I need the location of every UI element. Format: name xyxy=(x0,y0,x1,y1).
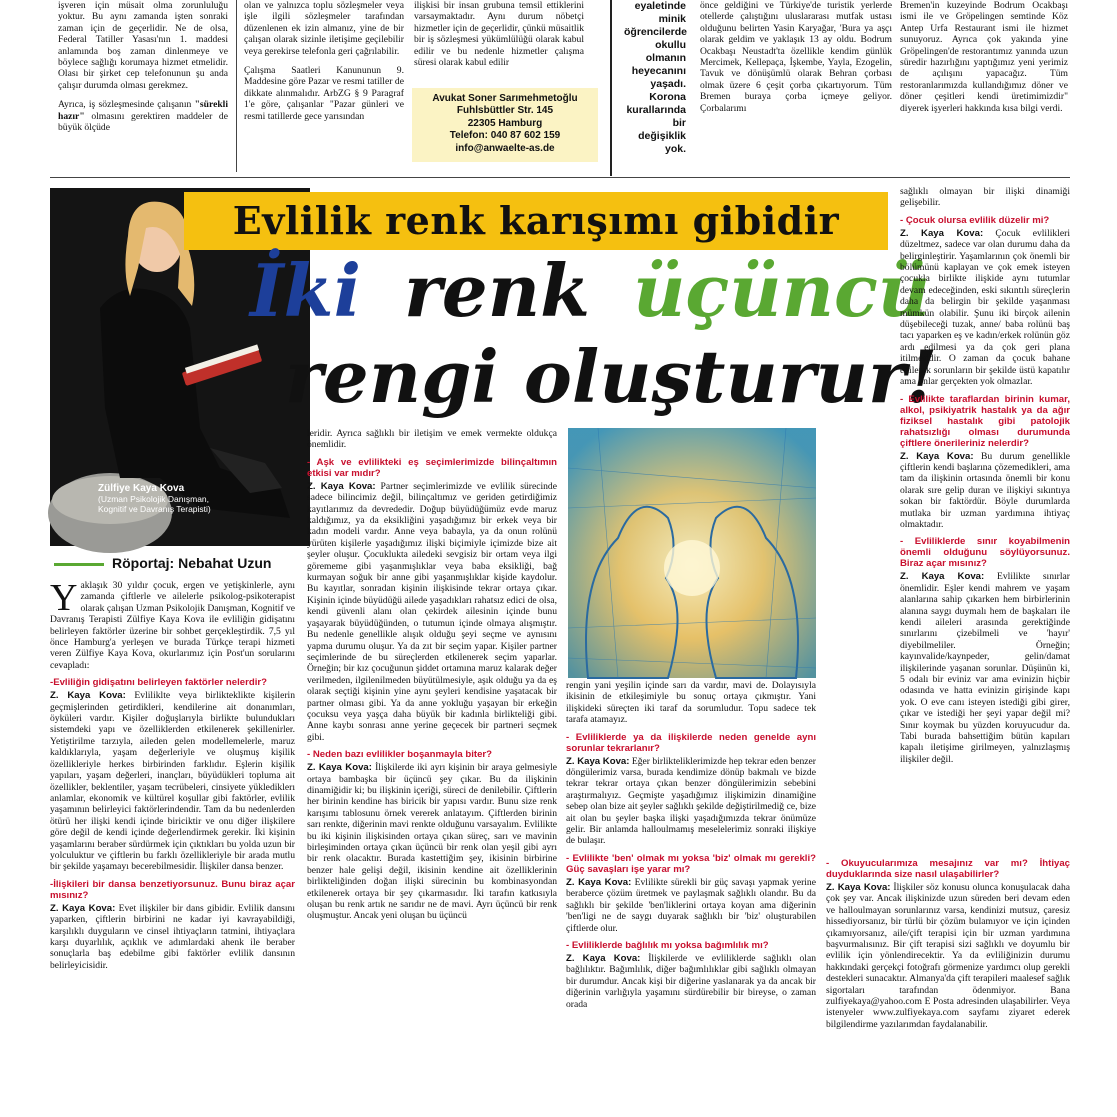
headline: Evlilik renk karışımı gibidir xyxy=(232,198,840,243)
question-9: - Evlilikte taraflardan birinin kumar, alkol, psikiyatrik hastalık ya da ağır fiziksel hastalık gibi patolojik rahatsızlığı olması durumunda çiftlere önerileriniz nelerdir? xyxy=(900,393,1070,449)
photo-caption-name: Zülfiye Kaya Kova xyxy=(98,483,185,494)
article-col-2: leridir. Ayrıca sağlıklı bir iletişim ve emek vermekte oldukça önemlidir. - Aşk ve evlilikteki eş seçimlerimizde bilinçaltımın etkisi var mıdır? Z. Kaya Kova: Partner seçimlerimizde ve evlilik sürecinde sadece bilincimiz değil, bilinçaltımız ve geriden getirdiğimiz kayıtlarımız da devrededir. Doğup büyüdüğümüz evde maruz kaldığımız, ya da eksikliğini yaşadığımız bir erkek veya bir kadın modeli vardır. Anne veya babayla, ya da onun rolünü yürüten kişilerle yaşadığımız ilişki biçimiyle içimizde bize ait şeyler oluşur. Çocuklukta ailedeki sevgisiz bir ortam veya ilgi görememe gibi yaşanmışlıklar veya baba eksikliği, bağ kurmayan soğuk bir anne gibi yaşanmışlıklar kişide kaydolur. Bu kayıtlar, sonradan kişinin ilişkisinde tekrar ortaya çıkar. Kişinin içinde büyüdüğü ailede yaşadıkları rahatsız edici de olsa, kendi güvenli alanı olan çekirdek ailesinin içinde bunu yaşayarak büyüdüğünden, o tutumun içinde olmaya alışmıştır. Bu nedenle genellikle alışık olduğu şeyi seçme ve aynısını yapma durumu oluşur. Ya da zıt bir seçim yapar. Kişiler partner seçimlerinde de bu süreçlerden etkilenerek seçim yaparlar. Örneğin; bir kız çocuğunun şiddet ortamına maruz kalarak değer verilmeden, ilgilenilmeden büyütülmesiyle, aşık olduğu ya da eş olarak seçtiği kişinin yine aynı şeyleri kendisine yaşatacak bir partner olması gibi. Ya da anne yokluğu yaşayan bir erkeğin çocuksu veya yaşça daha büyük bir kadınla birlikteliği gibi. Anne kaybı sonrası anne yerine geçecek bir partneri seçmek gibi. - Neden bazı evlilikler boşanmayla biter? Z. Kaya Kova: İlişkilerde iki ayrı kişinin bir araya gelmesiyle ortaya bambaşka bir üçüncü şey çıkar. Bu da ilişkinin dinamiğidir ki; bu ilişkinin içeriği, süreci de denilebilir. Çiftlerin her birinin kendine has biricik bir yapısı vardır. Bunu size renk karışımı tablosunu örnek vererek anlatayım. Çiftlerden birinin sarı renkte, diğerinin mavi renkte olduğunu varsayalım. Evlilikte bu iki kişinin ilişkisinden ortaya çıkan süreç, sarı ve mavinin birleşiminden ortaya çıkan üçüncü bir renk olan yeşil gibi ayrı bir renk olacaktır. Burada kastettiğim şey, ikisinin birbirine benzer hale gelişi değil, ikisinin kendine ait özelliklerinin birlikteliğinden doğan ilişki sürecinin bu kombinasyondan etkilenerek ortaya bir şey çıkarmasıdır. İki tarafın katkısıyla oluşan bu renk artık ne sarıdır ne de mavi. Ayrı üçüncü bir renk oluşmuştur. Ancak yeni oluşan bu üçüncü xyxy=(307,428,557,922)
illustration-graphic xyxy=(568,428,816,678)
question-1: -Evliliğin gidişatını belirleyen faktörler nelerdir? xyxy=(50,677,267,689)
photo-caption-title-2: Kognitif ve Davranış Terapisti) xyxy=(98,504,211,514)
question-11: - Okuyucularımıza mesajınız var mı? İhtiyaç duyduklarında size nasıl ulaşabilirler? xyxy=(826,858,1070,880)
question-2: -İlişkileri bir dansa benzetiyorsunuz. Bunu biraz açar mısınız? xyxy=(50,878,295,901)
article-col-5: - Okuyucularımıza mesajınız var mı? İhtiyaç duyduklarında size nasıl ulaşabilirler? Z. Kaya Kova: İlişkiler söz konusu olunca konuşulacak daha çok şey var. Ancak ilişkinizde uzun süreden beri devam eden ve halloulmayan sorunlarınız varsa, kendinizi mutsuz, çaresiz hissediyorsanız, bir türlü bir çözüm bulamıyor ve için içinden çıkamıyorsanız, aile/çift terapisi için bir uzman yardımına başvurmalısınız. Bir çift terapisi sizi sağlıklı ve doyumlu bir evlilik için yönlendirecektir. Ya da evliliğinizin durumu hakkındaki gerçekçi fotoğrafı görmenize yardımcı olup gerekli destekleri sunacaktır. Almanya'da çift terapileri maalesef sağlık sigortaları tarafından ödenmiyor. Bana zulfiyekaya@yahoo.com E Posta adresinden ulaşabilirler. Veya istenyeler www.zulfiyekaya.com sayfamı ziyaret ederek bilgilendirme yazılarımdan faydalanabilir. xyxy=(826,858,1070,1030)
article-col-1: Yaklaşık 30 yıldır çocuk, ergen ve yetişkinlerle, aynı zamanda çiftlerle ve ailelerle psikolog-psikoterapist olarak çalışan Uzman Psikolojik Danışman, Kognitif ve Davranış Terapisti Zülfiye Kaya Kova ile evliliğin gidişatını belirleyen faktörler üzerine bir sohbet gerçekleştirdik. 7,5 yıl önce Hamburg'a yerleşen ve burada Türkçe terapi hizmeti veren Zülfiye Kaya Kova, okurlarımız için Post'un sorularını cevapladı: -Evliliğin gidişatını belirleyen faktörler nelerdir? Z. Kaya Kova: Evliliklte veya birlikteklikte kişilerin geçmişlerinden getirdikleri, kendilerine ait donanımları, öyküleri vardır. Kişiler doğuşlarıyla birlikte bulundukları sistemdeki yapı ve özelliklerden etkilenerek şekillenirler. Yetiştirilme tarzıyla, aileden gelen modellemelerle, maruz kaldıklarıyla, yaşam değerleriyle ve oluşmuş kişilik özellikleriyle herkes birbirinden farklıdır. Eşlerin kişilik yapıları, yaşam değerleri, inançları, büyüdükleri topluma ait özellikler, beklentiler, yaşam tecrübeleri, cinsiyete yüklediklerı anlamlar, ekonomik ve kültürel koşullar gibi faktörler, evlilik yaşamının belirleyici faktörlerindendir. Tam da bu nedenlerden ötürü her ilişki kendi içinde biriciktir ve onu diğer ilişkilere göre değil de kendi içinde değerlendirmek gerekir. İki kişinin yaşamlarını beraber sürdürmek için çıktıkları bu yolda uzun bir yolculuktur ve çiftlerin bu farklı özellikleriyle bir arada mutlu bir şekilde yaşamayı becerebilmesidir. İlişkiler dansa benzer. -İlişkileri bir dansa benzetiyorsunuz. Bunu biraz açar mısınız? Z. Kaya Kova: Evet ilişkiler bir dans gibidir. Evlilik dansını yaparken, çiftlerin birbirini ne kadar iyi kavrayabildiği, karşılıklı duyguların ve cinsel ihtiyaçların tatmini, ihtiyaçlara karşı duyarlılık, açıklık ve adımlardaki ahenk ile beraber sonuçlarla baş edebilme gibi faktörler evlilik dansının belirleyicisidir. xyxy=(50,577,295,971)
big-title-word-2: renk xyxy=(404,248,590,333)
article-col-4: sağlıklı olmayan bir ilişki dinamiği gelişebilir. - Çocuk olursa evlilik düzelir mi? Z. Kaya Kova: Çocuk evlilikleri düzeltmez, sadece var olan durumu daha da belirginleştirir. Yaşamlarının çok önemli bir bölümünü kaplayan ve çok emek isteyen çocukla birlikte ilişkide aynı tutumlar devam edeceğinden, eski sıkıntılı süreçlerin daha da belirgin bir şekilde yaşanması mümkün olabilir. Şunu iki birçok ailenin düşebileceği tuzak, anne/ baba rolünü baş tacı yaparken eş ve kadın/erkek rolünün göz ardı edilmesi ya da çok geri plana itilmesidir. O zaman da çocuk bahane edilerek sorunların bir şekilde üstü kapatılır ama onlar gerçekten yok olmazlar. - Evlilikte taraflardan birinin kumar, alkol, psikiyatrik hastalık ya da ağır fiziksel hastalık gibi patolojik rahatsızlığı olması durumunda çiftlere önerileriniz nelerdir? Z. Kaya Kova: Bu durum genellikle çiftlerin kendi başlarına çözemedikleri, ama tam da ilişkinin ortasında önemli bir konu olarak sıre gelip duran ve ilişkiyi sıkıntıya sokan bir faktördür. Böyle durumlarda mutlaka bir uzman yardımına ihtiyaç olmaktadır. - Evliliklerde sınır koyabilmenin önemli olduğunu söylüyorsunuz. Biraz açar mısınız? Z. Kaya Kova: Evlilikte sınırlar önemlidir. Eşler kendi mahrem ve yaşam alanlarına sahip çıkarken hem birbirlerinin alanına saygı duymalı hem de başkaları ile kendi aileleri arasında gerektiğinde sınırlarını çizebilmeli ve 'hayır' diyebilmeliler. Örneğin; kayınvalide/kaynpeder, gelin/damat ilişkilerinde yaşanan sorunlar. Düşünün ki, 5 odalı bir eviniz var ama evinizin hiçbir odasında ve hatta evinizin girişinde kapı yok. O eve canı isteyen istediği gibi girer, çıkar ve istediği her şeyi yapar değil mi? Sınır koymak bu yüzden koruyucudur da. Tabi burada bahsettiğim bütün kapıları kapalı iletişime girilmeyen, yalnızlaşmış ilişkiler değil. xyxy=(900,186,1070,765)
article-col-3: rengin yani yeşilin içinde sarı da vardır, mavi de. Dolayısıyla ikisinin de etkileşimiyle bu sonuç ortaya çıkmıştır. Yani ilişkideki süreçten iki taraf da sorumludur. Topu sadece tek tarafa atamayız. - Evliliklerde ya da ilişkilerde neden genelde aynı sorunlar tekrarlanır? Z. Kaya Kova: Eğer birlikteliklerimizde hep tekrar eden benzer döngülerimiz varsa, burada kendimize dönüp bakmalı ve bizde tekrar tekrar ortaya çıkan benzer döngülerimizin sebebini araştırmalıyız. Geçmişte yaşadığımız ilişkimizin dinamiğine sebep olan bize ait şeyler sağlıklı şekilde değiştirilmediğ ce, bize ait olan bu şeyler başka ilişki yaşadığımızda tekrar önümüze gelir. Bir anlamda halloulmamış meselelerimiz sonraki ilişkiye de bulaşır. - Evlilikte 'ben' olmak mı yoksa 'biz' olmak mı gerekli? Güç savaşları işe yarar mı? Z. Kaya Kova: Evlilikte sürekli bir güç savaşı yapmak yerine beraberce çözüm üretmek ve paylaşmak sağlıklı olandır. Bu da sağlıklı bir şekilde 'ben'liklerini ortaya koyan ama diğerinin 'ben'ligi ne de saygı duyarak sağlıklı bir 'biz' oluşturabilen çiftlerde olur. - Evliliklerde bağlılık mı yoksa bağımlılık mı? Z. Kaya Kova: İlişkilerde ve evliliklerde sağlıklı olan bağlılıktır. Bağımlılık, diğer bağımlılıklar gibi sağlıklı olmayan bir durumdur. Ancak kişi bir diğerine yaslanarak ya da ancak bir diğerinin varlığıyla yaşamını sürdürebilir bir bireyse, o zaman orada xyxy=(566,680,816,1010)
big-title-word-3: üçüncü xyxy=(633,248,931,333)
lawyer-email: info@anwaelte-as.de xyxy=(455,142,555,154)
question-3: - Aşk ve evlilikteki eş seçimlerimizde bilinçaltımın etkisi var mıdır? xyxy=(307,456,557,479)
big-title-word-1: İki xyxy=(250,248,361,333)
drop-cap: Y xyxy=(50,577,78,619)
question-4: - Neden bazı evlilikler boşanmayla biter? xyxy=(307,749,493,761)
question-10: - Evliliklerde sınır koyabilmenin önemli olduğunu söylüyorsunuz. Biraz açar mısınız? xyxy=(900,536,1070,570)
question-7: - Evliliklerde bağlılık mı yoksa bağımlılık mı? xyxy=(566,939,769,951)
couple-illustration xyxy=(568,428,816,678)
big-title-line-2: rengi oluşturur! xyxy=(285,334,938,419)
top-col-3: ilişkisi bir insan grubuna temsil ettiklerini varsaymaktadır. Aynı durum nöbetçi hizmetler için de geçerlidir, çünkü müsaitlik bir iş sözleşmesi yükümlülüğü olarak kabul edilir ve bu nedenle hizmetler çalışma süresi olarak kabul edilir xyxy=(414,0,584,69)
headline-bar xyxy=(184,192,888,250)
lawyer-city: 22305 Hamburg xyxy=(467,117,543,129)
top-col-2: olan ve yalnızca toplu sözleşmeler veya işle ilgili sözleşmeler tarafından düzenlenen ek izin almanız, yine de bir çalışan olarak sizinle iletişime geçilebilir veya gerekirse telefonla geri çağrılabilir. Çalışma Saatleri Kanununun 9. Maddesine göre Pazar ve resmi tatiller de dikkate alınmalıdır. ArbZG § 9 Paragraf 1'e göre, çalışanlar "Pazar günleri ve resmi tatillerde gece yarısından xyxy=(244,0,404,122)
question-6: - Evlilikte 'ben' olmak mı yoksa 'biz' olmak mı gerekli? Güç savaşları işe yarar mı? xyxy=(566,852,816,875)
top-col-5: önce geldiğini ve Türkiye'de turistik yerlerde otellerde çalıştığını uluslararası mutfak ustası olduğunu belirten Yasin Karyağar, 'Bura ya aşçı olarak geldim ve yaklaşık 13 ay oldu. Bodrum Ocakbaşı Neustadt'ta özellikle kendim günlük Mercimek, Kellepaça, İşkembe, Yayla, Ezogelin, Tavuk ve dönüşümlü olarak Behran çorbası olmak üzere 6 çeşit çorba çıkartıyorum. Tüm Bremen buraya çorba içmeye geliyor. Çorbalarımı xyxy=(700,0,892,114)
photo-caption xyxy=(98,484,298,514)
lawyer-box xyxy=(412,88,598,162)
question-8: - Çocuk olursa evlilik düzelir mi? xyxy=(900,214,1050,226)
lawyer-phone: Telefon: 040 87 602 159 xyxy=(449,130,561,142)
top-col-1: işveren için müsait olma zorunluluğu yoktur. Bu aynı zamanda işten sonraki zaman için de geçerlidir. Ne de olsa, Federal Tatiller Yasası'nın 1. maddesi anlamında boş zaman dinlenmeye ve böylece sağlığı korumaya hizmet etmelidir. Olası bir şirket cep telefonunun şu anda çalışır durumda olması gerekmez. Ayrıca, iş sözleşmesinde çalışanın "sürekli hazır" olmasını gerektiren maddeler de büyük ölçüde xyxy=(58,0,228,134)
big-title-line-1 xyxy=(250,248,931,333)
byline-accent xyxy=(54,563,104,566)
top-col-6: Bremen'in kuzeyinde Bodrum Ocakbaşı ismi ile ve Gröpelingen semtinde Köz Antep Urfa Restaurant ismi ile hizmet sunuyoruz. Ayrıca çok yakında yine Gröpelingen'de restorantımız yanında uzun süredir hazırlığını yaptığımız yeni yerimiz de açılışını yapacağız. Tüm restoranlarımızda kullandığımız döner ve döner çeşitleri kendi üretimimizdir" diyerek işyerleri hakkında kısa bilgi verdi. xyxy=(900,0,1068,114)
lawyer-name: Avukat Soner Sarımehmetoğlu xyxy=(432,93,578,104)
top-col-4: eyaletinde minik öğrencilerde okullu olmanın heyecanını yaşadı. Korona kurallarında bir değişiklik yok. xyxy=(624,0,688,155)
lawyer-street: Fuhlsbüttler Str. 145 xyxy=(456,105,554,117)
photo-caption-title-1: (Uzman Psikolojik Danışman, xyxy=(98,494,210,504)
byline: Röportaj: Nebahat Uzun xyxy=(112,555,272,571)
question-5: - Evliliklerde ya da ilişkilerde neden genelde aynı sorunlar tekrarlanır? xyxy=(566,731,816,754)
